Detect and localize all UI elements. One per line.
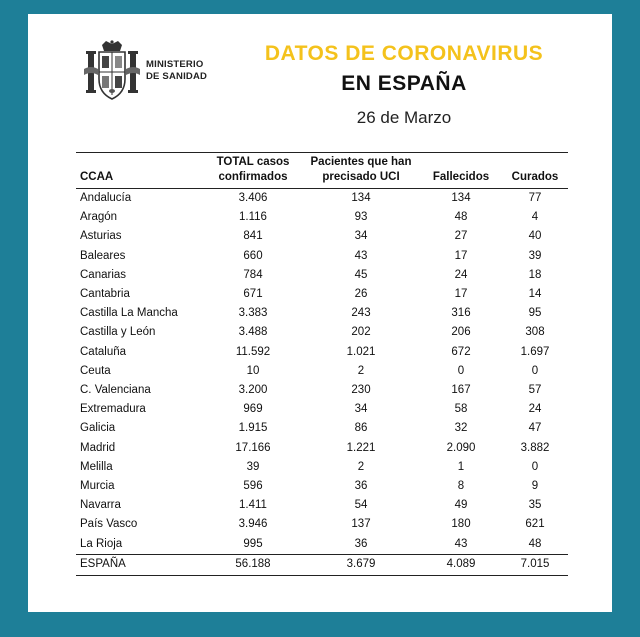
table-cell: 2 [357, 460, 365, 473]
table-cell: 1 [457, 460, 465, 473]
table-cell: 134 [351, 192, 371, 204]
header-icu-patients [302, 153, 420, 189]
table-row [76, 419, 568, 438]
table-cell: 841 [243, 230, 263, 243]
region-name-cell: Baleares [80, 249, 126, 262]
table-cell: 784 [243, 268, 263, 281]
ministry-line-2: DE SANIDAD [146, 71, 208, 82]
table-cell: 1.021 [346, 345, 376, 358]
table-cell: 9 [531, 480, 539, 493]
table-cell: 32 [454, 422, 468, 435]
table-cell: 3.406 [238, 192, 268, 204]
table-cell: 1.697 [520, 345, 550, 358]
table-cell: 308 [525, 326, 545, 339]
table-cell: 18 [528, 268, 542, 281]
region-name-cell: C. Valenciana [80, 384, 151, 397]
region-name-cell: País Vasco [80, 518, 138, 531]
page-title-line-2: EN ESPAÑA [341, 72, 467, 95]
header-icu-line-2: precisado UCI [322, 171, 400, 183]
region-name-cell: Galicia [80, 422, 116, 435]
table-cell: 86 [354, 422, 368, 435]
region-name-cell: Extremadura [80, 403, 146, 416]
table-cell: 134 [451, 192, 471, 204]
table-row [76, 381, 568, 400]
content-card [28, 14, 612, 612]
table-cell: 0 [531, 460, 539, 473]
region-name-cell: Castilla La Mancha [80, 307, 178, 320]
table-cell: 17.166 [235, 441, 271, 454]
report-date: 26 de Marzo [356, 108, 452, 127]
header-total-confirmed [204, 153, 302, 189]
header-recovered [502, 153, 568, 189]
header-ccaa-label: CCAA [80, 171, 114, 183]
table-cell: 672 [451, 345, 471, 358]
table-cell: 3.200 [238, 384, 268, 397]
region-name-cell: Murcia [80, 480, 115, 493]
table-cell: 1.915 [238, 422, 268, 435]
total-row [76, 554, 568, 575]
table-row [76, 515, 568, 534]
region-name-cell: Aragón [80, 211, 118, 224]
region-name-cell: La Rioja [80, 537, 123, 550]
header-ccaa [76, 153, 204, 189]
table-row [76, 189, 568, 209]
table-row [76, 227, 568, 246]
header-deaths-label: Fallecidos [432, 171, 490, 183]
table-cell: 35 [528, 499, 542, 512]
header-total-line-2: confirmados [218, 171, 288, 183]
table-footer [76, 554, 568, 575]
header-total-line-1: TOTAL casos [216, 156, 290, 168]
ministry-line-1: MINISTERIO [146, 59, 204, 70]
table-cell: 40 [528, 230, 542, 243]
table-cell: 1.411 [239, 499, 267, 512]
table-cell: 39 [528, 249, 542, 262]
ministry-logo [84, 36, 234, 106]
table-cell: 93 [354, 211, 368, 224]
table-cell: 206 [451, 326, 471, 339]
table-cell: 10 [246, 364, 260, 377]
table-cell: 39 [246, 460, 260, 473]
table-cell: 24 [454, 268, 468, 281]
ministry-name [146, 59, 207, 83]
table-cell: 54 [354, 499, 368, 512]
table-body [76, 189, 568, 555]
covid-data-table [76, 152, 568, 576]
table-cell: 2 [357, 364, 365, 377]
total-cell: 7.015 [520, 558, 550, 571]
region-name-cell: Asturias [80, 230, 122, 243]
table-row [76, 535, 568, 555]
region-name-cell: Andalucía [80, 192, 132, 204]
region-name-cell: Navarra [80, 499, 121, 512]
table-row [76, 247, 568, 266]
table-cell: 34 [354, 230, 368, 243]
table-cell: 48 [528, 537, 542, 550]
table-cell: 3.383 [238, 307, 268, 320]
table-cell: 243 [351, 307, 371, 320]
total-cell: 4.089 [446, 558, 476, 571]
table-row [76, 400, 568, 419]
table-cell: 11.592 [235, 345, 271, 358]
region-name-cell: Madrid [80, 441, 116, 454]
table-cell: 671 [243, 288, 263, 301]
table-cell: 36 [354, 480, 368, 493]
table-cell: 95 [528, 307, 542, 320]
header-recovered-label: Curados [511, 171, 559, 183]
table-cell: 57 [528, 384, 542, 397]
table-cell: 621 [525, 518, 545, 531]
table-cell: 17 [454, 249, 468, 262]
table-row [76, 323, 568, 342]
table-cell: 36 [354, 537, 368, 550]
header-deaths [420, 153, 502, 189]
table-row [76, 208, 568, 227]
table-cell: 34 [354, 403, 368, 416]
table-row [76, 439, 568, 458]
table-cell: 43 [354, 249, 368, 262]
total-cell: 3.679 [346, 558, 376, 571]
page-title-line-1: DATOS DE CORONAVIRUS [264, 42, 544, 65]
table-cell: 167 [451, 384, 471, 397]
table-cell: 48 [454, 211, 468, 224]
table-cell: 49 [454, 499, 468, 512]
table-cell: 24 [528, 403, 542, 416]
total-cell: ESPAÑA [80, 558, 126, 571]
table-row [76, 304, 568, 323]
table-cell: 1.221 [346, 441, 376, 454]
table-cell: 43 [454, 537, 468, 550]
table-cell: 180 [451, 518, 471, 531]
table-cell: 26 [354, 288, 368, 301]
table-cell: 58 [454, 403, 468, 416]
table-cell: 14 [528, 288, 542, 301]
region-name-cell: Canarias [80, 268, 127, 281]
table-cell: 137 [351, 518, 371, 531]
table-cell: 230 [351, 384, 371, 397]
table-row [76, 362, 568, 381]
table-cell: 47 [528, 422, 542, 435]
table-cell: 8 [457, 480, 465, 493]
table-cell: 0 [457, 364, 465, 377]
region-name-cell: Ceuta [80, 364, 111, 377]
table-row [76, 266, 568, 285]
table-cell: 2.090 [446, 441, 476, 454]
table-cell: 27 [454, 230, 468, 243]
table-row [76, 343, 568, 362]
table-header [76, 153, 568, 189]
table-cell: 3.946 [238, 518, 268, 531]
table-cell: 77 [528, 192, 542, 204]
table-row [76, 285, 568, 304]
table-cell: 969 [243, 403, 263, 416]
table-row [76, 496, 568, 515]
header-row [76, 153, 568, 189]
region-name-cell: Cantabria [80, 288, 130, 301]
total-cell: 56.188 [235, 558, 271, 571]
header-icu-line-1: Pacientes que han [310, 156, 412, 168]
table-cell: 316 [451, 307, 471, 320]
region-name-cell: Cataluña [80, 345, 127, 358]
table-cell: 1.116 [239, 211, 267, 224]
table-cell: 3.488 [238, 326, 268, 339]
table-cell: 3.882 [520, 441, 550, 454]
table-row [76, 477, 568, 496]
table-cell: 4 [531, 211, 539, 224]
table-cell: 596 [243, 480, 263, 493]
table-cell: 0 [531, 364, 539, 377]
region-name-cell: Melilla [80, 460, 113, 473]
table-row [76, 458, 568, 477]
table-cell: 17 [454, 288, 468, 301]
region-name-cell: Castilla y León [80, 326, 156, 339]
table-cell: 660 [243, 249, 263, 262]
table-cell: 45 [354, 268, 368, 281]
table-cell: 995 [243, 537, 263, 550]
table-cell: 202 [351, 326, 371, 339]
coat-of-arms-icon [84, 39, 140, 103]
